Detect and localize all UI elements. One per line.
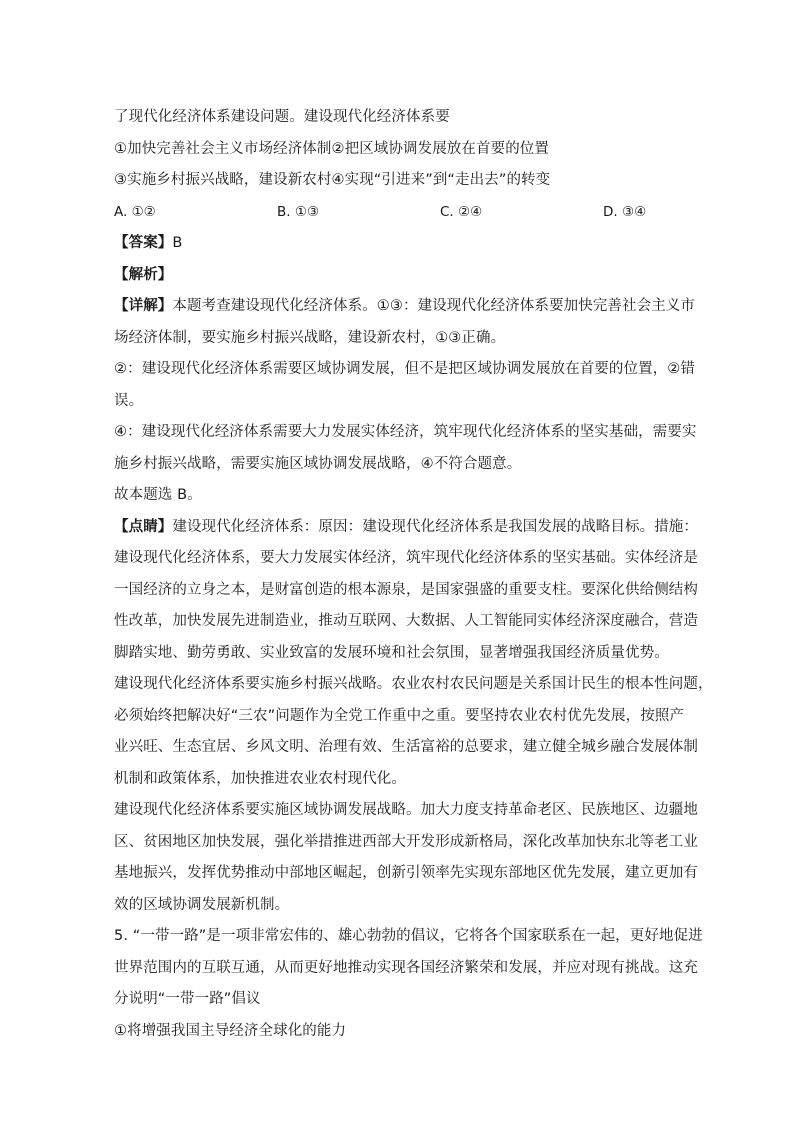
- tip-line: 脚踏实地、勤劳勇敢、实业致富的发展环境和社会氛围，显著增强我国经济质量优势。: [114, 644, 669, 661]
- document-content: [114, 102, 713, 1047]
- question-5-line: ①将增强我国主导经济全球化的能力: [114, 1022, 347, 1039]
- tip-text: 建设现代化经济体系：原因：建设现代化经济体系是我国发展的战略目标。措施：: [172, 518, 699, 535]
- option-b: B. ①③: [277, 203, 320, 220]
- tip-line: 业兴旺、生态宜居、乡风文明、治理有效、生活富裕的总要求，建立健全城乡融合发展体制: [114, 739, 698, 755]
- statement-line: ①加快完善社会主义市场经济体制②把区域协调发展放在首要的位置: [114, 140, 549, 157]
- detail-line: 场经济体制，要实施乡村振兴战略，建设新农村，①③正确。: [114, 329, 506, 346]
- intro-line: 了现代化经济体系建设问题。建设现代化经济体系要: [114, 109, 450, 125]
- question-5-line: 5. “一带一路”是一项非常宏伟的、雄心勃勃的倡议，它将各个国家联系在一起，更好地促进: [114, 928, 703, 944]
- tip-line: 必须始终把解决好“三农”问题作为全党工作重中之重。要坚持农业农村优先发展，按照产: [114, 707, 685, 724]
- option-d: D. ③④: [603, 203, 647, 220]
- tip-line: 机制和政策体系，加快推进农业农村现代化。: [114, 770, 406, 787]
- detail-line: 施乡村振兴战略，需要实施区域协调发展战略，④不符合题意。: [114, 455, 522, 472]
- answer-line: [114, 228, 684, 260]
- analysis-tag: 【解析】: [114, 266, 173, 283]
- tip-line: 建设现代化经济体系要实施区域协调发展战略。加大力度支持革命老区、民族地区、边疆地: [114, 802, 698, 818]
- detail-text: 本题考查建设现代化经济体系。①③：建设现代化经济体系要加快完善社会主义市: [172, 298, 696, 314]
- detail-line: [114, 291, 696, 323]
- answer-tag: 【答案】: [114, 235, 173, 251]
- tip-line: 性改革，加快发展先进制造业，推动互联网、大数据、人工智能同实体经济深度融合，营造: [114, 613, 698, 629]
- statement-line: ③实施乡村振兴战略，建设新农村④实现“引进来”到“走出去”的转变: [114, 172, 551, 188]
- answer-value: B: [172, 235, 183, 251]
- answer-options: [114, 197, 684, 229]
- tip-line: 效的区域协调发展新机制。: [114, 896, 290, 913]
- detail-tag: 【详解】: [114, 298, 173, 314]
- tip-tag: 【点睛】: [114, 518, 173, 535]
- detail-line: ④：建设现代化经济体系需要大力发展实体经济，筑牢现代化经济体系的坚实基础，需要实: [114, 424, 697, 440]
- detail-line: ②：建设现代化经济体系需要区域协调发展，但不是把区域协调发展放在首要的位置，②错: [114, 361, 695, 377]
- tip-line: [114, 512, 699, 544]
- question-5-line: 分说明“一带一路”倡议: [114, 991, 261, 1007]
- tip-line: 基地振兴，发挥优势推动中部地区崛起，创新引领率先实现东部地区优先发展，建立更加有: [114, 865, 698, 881]
- option-c: C. ②④: [440, 203, 483, 220]
- tip-line: 区、贫困地区加快发展，强化举措推进西部大开发形成新格局，深化改革加快东北等老工业: [114, 833, 698, 850]
- analysis-line: [114, 260, 684, 292]
- tip-line: 建设现代化经济体系要实施乡村振兴战略。农业农村农民问题是关系国计民生的根本性问题，: [114, 676, 713, 692]
- question-5-line: 世界范围内的互联互通，从而更好地推动实现各国经济繁荣和发展，并应对现有挑战。这充: [114, 959, 698, 976]
- tip-line: 建设现代化经济体系，要大力发展实体经济，筑牢现代化经济体系的坚实基础。实体经济是: [114, 550, 698, 566]
- detail-line: 误。: [114, 392, 144, 409]
- tip-line: 一国经济的立身之本，是财富创造的根本源泉，是国家强盛的重要支柱。要深化供给侧结构: [114, 581, 698, 598]
- detail-line: 故本题选 B。: [114, 487, 202, 503]
- option-a: A. ①②: [114, 203, 156, 220]
